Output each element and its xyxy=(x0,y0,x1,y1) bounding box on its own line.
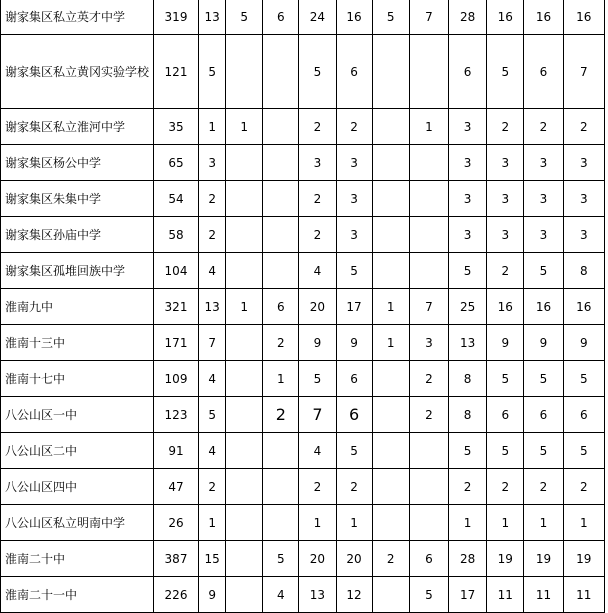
value-cell: 1 xyxy=(449,505,487,541)
value-cell: 7 xyxy=(199,325,226,361)
value-cell xyxy=(226,361,263,397)
value-cell: 2 xyxy=(409,361,448,397)
school-name-cell: 淮南二十中 xyxy=(1,541,154,577)
value-cell: 28 xyxy=(449,0,487,35)
value-cell: 2 xyxy=(263,325,299,361)
school-name-cell: 谢家集区孙庙中学 xyxy=(1,217,154,253)
value-cell: 19 xyxy=(487,541,524,577)
value-cell: 1 xyxy=(487,505,524,541)
value-cell: 16 xyxy=(336,0,372,35)
table-row xyxy=(1,0,605,35)
value-cell: 3 xyxy=(449,109,487,145)
value-cell: 1 xyxy=(199,505,226,541)
value-cell: 5 xyxy=(524,361,563,397)
value-cell: 387 xyxy=(153,541,198,577)
value-cell: 5 xyxy=(487,433,524,469)
value-cell xyxy=(409,181,448,217)
value-cell: 6 xyxy=(563,397,604,433)
value-cell: 54 xyxy=(153,181,198,217)
school-name-cell: 谢家集区朱集中学 xyxy=(1,181,154,217)
value-cell: 8 xyxy=(449,397,487,433)
value-cell: 1 xyxy=(336,505,372,541)
table-row xyxy=(1,577,605,613)
value-cell: 1 xyxy=(226,289,263,325)
value-cell: 5 xyxy=(263,541,299,577)
value-cell: 4 xyxy=(199,253,226,289)
value-cell xyxy=(263,181,299,217)
value-cell: 319 xyxy=(153,0,198,35)
school-name-cell: 八公山区一中 xyxy=(1,397,154,433)
value-cell: 5 xyxy=(449,433,487,469)
value-cell xyxy=(263,35,299,109)
value-cell xyxy=(263,505,299,541)
value-cell xyxy=(226,433,263,469)
value-cell xyxy=(226,181,263,217)
value-cell: 6 xyxy=(487,397,524,433)
value-cell: 2 xyxy=(199,217,226,253)
table-row xyxy=(1,253,605,289)
value-cell: 16 xyxy=(563,289,604,325)
value-cell xyxy=(226,577,263,613)
value-cell: 13 xyxy=(199,289,226,325)
school-name-cell: 谢家集区孤堆回族中学 xyxy=(1,253,154,289)
value-cell: 1 xyxy=(299,505,336,541)
value-cell xyxy=(372,505,409,541)
value-cell: 5 xyxy=(449,253,487,289)
value-cell xyxy=(372,109,409,145)
value-cell: 7 xyxy=(409,0,448,35)
value-cell: 91 xyxy=(153,433,198,469)
value-cell xyxy=(263,253,299,289)
value-cell: 2 xyxy=(263,397,299,433)
value-cell: 2 xyxy=(372,541,409,577)
value-cell: 109 xyxy=(153,361,198,397)
table-body xyxy=(1,0,605,613)
table-row xyxy=(1,289,605,325)
value-cell: 2 xyxy=(487,469,524,505)
value-cell: 4 xyxy=(199,361,226,397)
value-cell xyxy=(263,469,299,505)
school-name-cell: 淮南十三中 xyxy=(1,325,154,361)
table-row xyxy=(1,217,605,253)
value-cell xyxy=(409,469,448,505)
school-name-cell: 八公山区四中 xyxy=(1,469,154,505)
value-cell: 2 xyxy=(563,109,604,145)
table-row xyxy=(1,109,605,145)
value-cell: 7 xyxy=(409,289,448,325)
value-cell: 17 xyxy=(336,289,372,325)
value-cell: 3 xyxy=(524,145,563,181)
school-name-cell: 八公山区私立明南中学 xyxy=(1,505,154,541)
value-cell: 4 xyxy=(199,433,226,469)
value-cell xyxy=(226,469,263,505)
value-cell: 3 xyxy=(449,181,487,217)
value-cell: 25 xyxy=(449,289,487,325)
value-cell: 1 xyxy=(199,109,226,145)
value-cell: 8 xyxy=(449,361,487,397)
value-cell xyxy=(226,253,263,289)
value-cell: 2 xyxy=(563,469,604,505)
value-cell: 2 xyxy=(409,397,448,433)
value-cell: 11 xyxy=(487,577,524,613)
value-cell xyxy=(372,469,409,505)
school-name-cell: 谢家集区杨公中学 xyxy=(1,145,154,181)
value-cell: 2 xyxy=(299,469,336,505)
value-cell: 6 xyxy=(409,541,448,577)
value-cell xyxy=(409,505,448,541)
table-row xyxy=(1,145,605,181)
value-cell xyxy=(263,217,299,253)
value-cell: 16 xyxy=(524,0,563,35)
value-cell: 3 xyxy=(199,145,226,181)
value-cell: 321 xyxy=(153,289,198,325)
value-cell xyxy=(372,433,409,469)
school-name-cell: 淮南九中 xyxy=(1,289,154,325)
value-cell: 9 xyxy=(524,325,563,361)
value-cell: 9 xyxy=(563,325,604,361)
value-cell: 65 xyxy=(153,145,198,181)
table-row xyxy=(1,433,605,469)
value-cell: 3 xyxy=(524,181,563,217)
value-cell xyxy=(226,145,263,181)
value-cell: 58 xyxy=(153,217,198,253)
value-cell: 13 xyxy=(199,0,226,35)
value-cell: 226 xyxy=(153,577,198,613)
value-cell: 3 xyxy=(563,145,604,181)
table-row xyxy=(1,541,605,577)
value-cell xyxy=(409,35,448,109)
school-name-cell: 谢家集区私立淮河中学 xyxy=(1,109,154,145)
value-cell: 1 xyxy=(372,325,409,361)
value-cell: 20 xyxy=(299,541,336,577)
value-cell: 26 xyxy=(153,505,198,541)
value-cell: 3 xyxy=(487,181,524,217)
value-cell: 19 xyxy=(563,541,604,577)
value-cell: 1 xyxy=(563,505,604,541)
value-cell: 17 xyxy=(449,577,487,613)
value-cell: 1 xyxy=(263,361,299,397)
value-cell xyxy=(372,181,409,217)
value-cell: 13 xyxy=(449,325,487,361)
value-cell: 15 xyxy=(199,541,226,577)
value-cell: 3 xyxy=(336,181,372,217)
value-cell: 24 xyxy=(299,0,336,35)
value-cell: 5 xyxy=(563,361,604,397)
value-cell xyxy=(372,217,409,253)
value-cell: 6 xyxy=(524,35,563,109)
value-cell: 2 xyxy=(336,109,372,145)
value-cell: 19 xyxy=(524,541,563,577)
value-cell xyxy=(409,217,448,253)
value-cell: 2 xyxy=(199,469,226,505)
value-cell: 3 xyxy=(487,217,524,253)
value-cell: 1 xyxy=(372,289,409,325)
value-cell xyxy=(263,145,299,181)
value-cell xyxy=(226,541,263,577)
value-cell: 6 xyxy=(524,397,563,433)
value-cell: 3 xyxy=(449,217,487,253)
table-row xyxy=(1,469,605,505)
value-cell xyxy=(372,361,409,397)
value-cell xyxy=(409,253,448,289)
value-cell: 5 xyxy=(524,253,563,289)
school-name-cell: 淮南十七中 xyxy=(1,361,154,397)
value-cell: 1 xyxy=(524,505,563,541)
value-cell: 16 xyxy=(487,289,524,325)
table-row xyxy=(1,397,605,433)
value-cell: 2 xyxy=(524,469,563,505)
value-cell: 7 xyxy=(563,35,604,109)
value-cell: 1 xyxy=(409,109,448,145)
value-cell: 5 xyxy=(299,361,336,397)
value-cell: 6 xyxy=(336,35,372,109)
value-cell: 5 xyxy=(226,0,263,35)
table-row xyxy=(1,505,605,541)
value-cell: 7 xyxy=(299,397,336,433)
value-cell: 13 xyxy=(299,577,336,613)
value-cell: 4 xyxy=(263,577,299,613)
value-cell: 5 xyxy=(299,35,336,109)
value-cell: 20 xyxy=(336,541,372,577)
value-cell: 12 xyxy=(336,577,372,613)
value-cell: 5 xyxy=(524,433,563,469)
value-cell: 2 xyxy=(524,109,563,145)
value-cell xyxy=(409,145,448,181)
value-cell xyxy=(372,397,409,433)
value-cell: 2 xyxy=(487,253,524,289)
value-cell: 6 xyxy=(449,35,487,109)
value-cell xyxy=(226,505,263,541)
value-cell: 28 xyxy=(449,541,487,577)
value-cell: 9 xyxy=(199,577,226,613)
value-cell: 3 xyxy=(487,145,524,181)
value-cell: 6 xyxy=(263,0,299,35)
value-cell: 104 xyxy=(153,253,198,289)
value-cell: 3 xyxy=(336,217,372,253)
value-cell: 1 xyxy=(226,109,263,145)
value-cell: 4 xyxy=(299,433,336,469)
value-cell: 6 xyxy=(336,361,372,397)
value-cell: 16 xyxy=(524,289,563,325)
value-cell xyxy=(372,145,409,181)
value-cell xyxy=(226,397,263,433)
value-cell: 5 xyxy=(199,35,226,109)
value-cell xyxy=(226,217,263,253)
value-cell: 9 xyxy=(336,325,372,361)
value-cell: 3 xyxy=(449,145,487,181)
value-cell xyxy=(372,35,409,109)
value-cell: 6 xyxy=(336,397,372,433)
value-cell: 5 xyxy=(563,433,604,469)
school-name-cell: 淮南二十一中 xyxy=(1,577,154,613)
value-cell: 2 xyxy=(299,109,336,145)
value-cell: 3 xyxy=(409,325,448,361)
value-cell: 11 xyxy=(563,577,604,613)
table-row xyxy=(1,35,605,109)
value-cell: 2 xyxy=(487,109,524,145)
value-cell: 3 xyxy=(563,217,604,253)
value-cell: 3 xyxy=(563,181,604,217)
value-cell xyxy=(226,325,263,361)
table-row xyxy=(1,181,605,217)
table-row xyxy=(1,325,605,361)
value-cell: 5 xyxy=(336,433,372,469)
value-cell: 4 xyxy=(299,253,336,289)
value-cell: 9 xyxy=(487,325,524,361)
value-cell: 2 xyxy=(199,181,226,217)
value-cell xyxy=(372,253,409,289)
value-cell: 171 xyxy=(153,325,198,361)
value-cell: 9 xyxy=(299,325,336,361)
value-cell xyxy=(263,433,299,469)
value-cell: 5 xyxy=(487,361,524,397)
value-cell xyxy=(263,109,299,145)
value-cell xyxy=(409,433,448,469)
value-cell: 3 xyxy=(299,145,336,181)
value-cell: 11 xyxy=(524,577,563,613)
value-cell: 20 xyxy=(299,289,336,325)
value-cell: 8 xyxy=(563,253,604,289)
value-cell: 16 xyxy=(563,0,604,35)
value-cell xyxy=(372,577,409,613)
value-cell: 47 xyxy=(153,469,198,505)
value-cell: 5 xyxy=(372,0,409,35)
value-cell: 121 xyxy=(153,35,198,109)
value-cell: 3 xyxy=(336,145,372,181)
value-cell: 2 xyxy=(299,217,336,253)
value-cell: 5 xyxy=(199,397,226,433)
school-name-cell: 谢家集区私立黄冈实验学校 xyxy=(1,35,154,109)
school-name-cell: 八公山区二中 xyxy=(1,433,154,469)
table-row xyxy=(1,361,605,397)
value-cell: 2 xyxy=(299,181,336,217)
value-cell: 2 xyxy=(449,469,487,505)
value-cell: 5 xyxy=(409,577,448,613)
value-cell: 3 xyxy=(524,217,563,253)
value-cell: 35 xyxy=(153,109,198,145)
value-cell: 5 xyxy=(336,253,372,289)
value-cell xyxy=(226,35,263,109)
value-cell: 16 xyxy=(487,0,524,35)
value-cell: 2 xyxy=(336,469,372,505)
value-cell: 123 xyxy=(153,397,198,433)
school-name-cell: 谢家集区私立英才中学 xyxy=(1,0,154,35)
value-cell: 6 xyxy=(263,289,299,325)
value-cell: 5 xyxy=(487,35,524,109)
